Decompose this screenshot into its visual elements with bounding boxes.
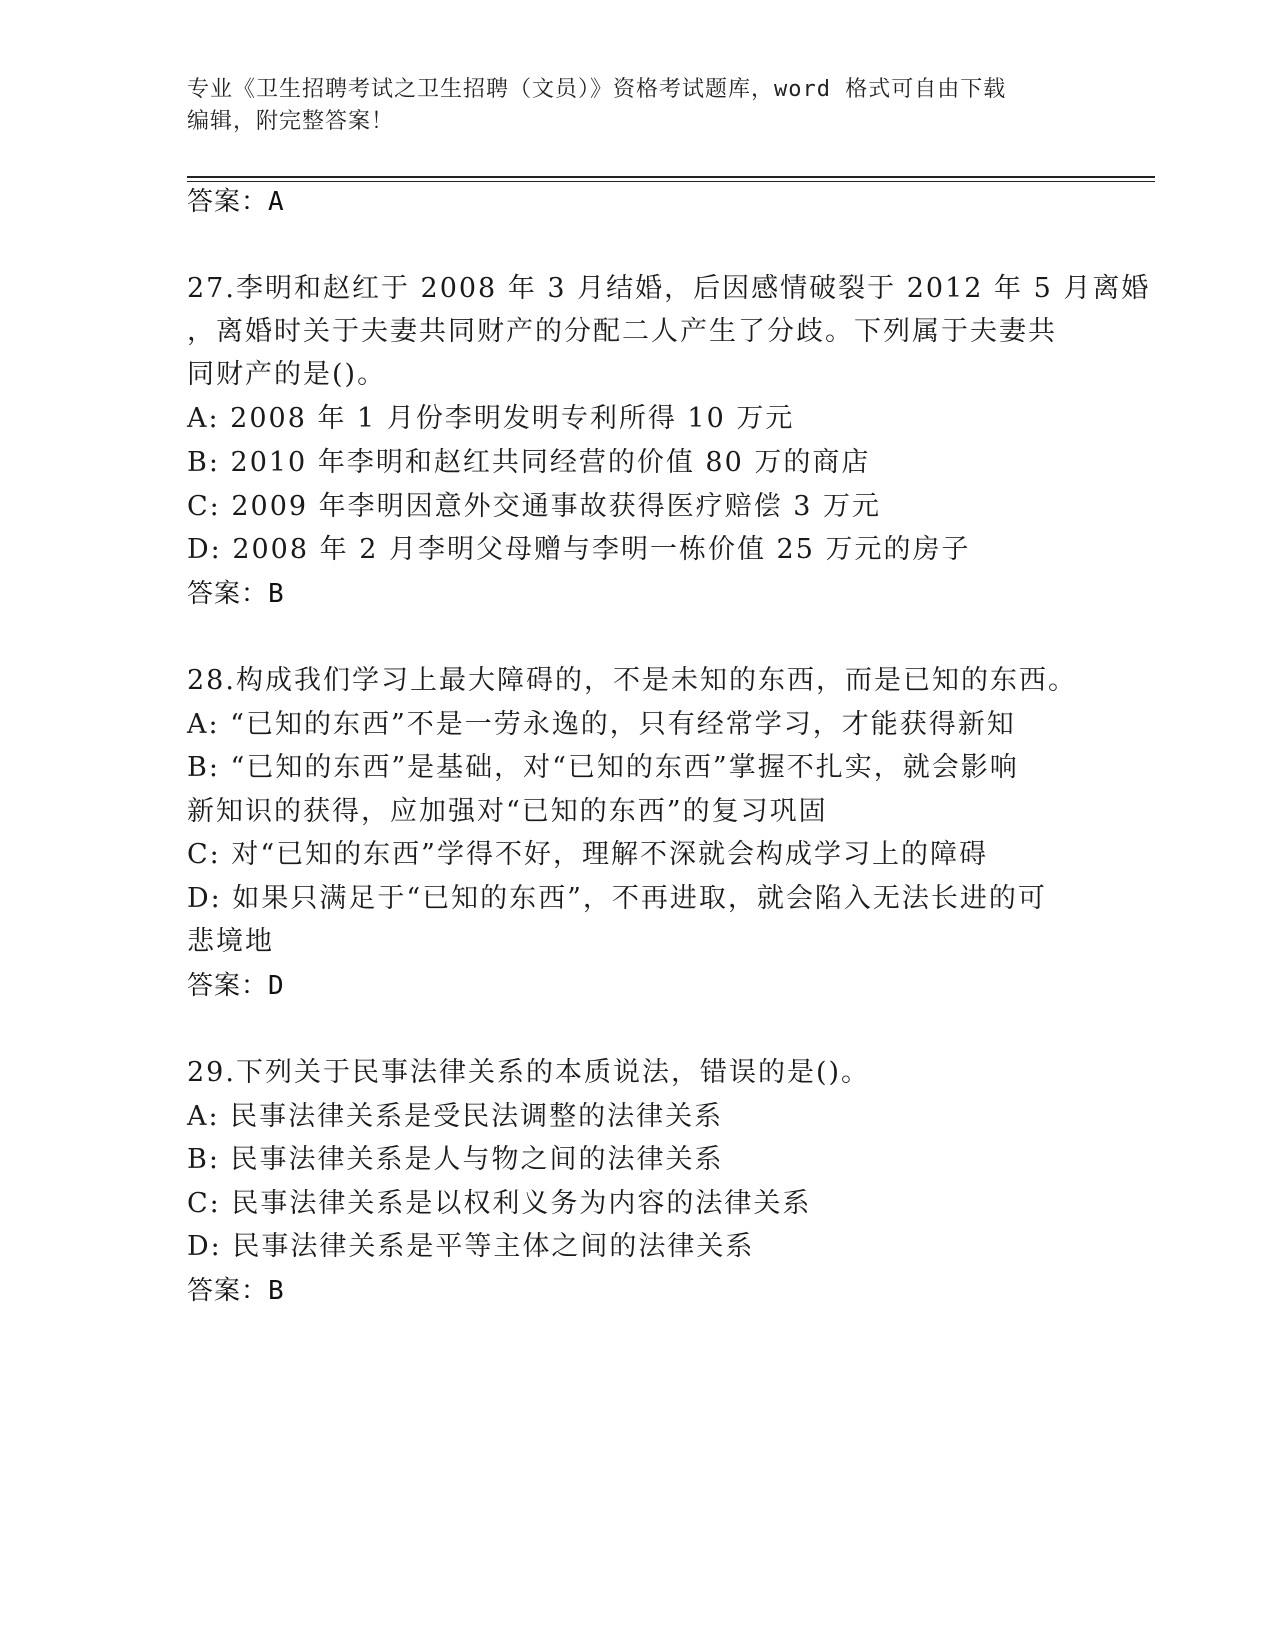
header-line-2: 编辑，附完整答案！ <box>187 109 395 134</box>
answer-previous: 答案：A <box>187 187 285 217</box>
question-27-stem-line-3: 同财产的是()。 <box>187 359 387 390</box>
question-29-option-d: D: 民事法律关系是平等主体之间的法律关系 <box>187 1231 755 1262</box>
header-line-1: 专业《卫生招聘考试之卫生招聘（文员）》资格考试题库，word 格式可自由下载 <box>187 77 1007 102</box>
question-27-option-c: C: 2009 年李明因意外交通事故获得医疗赔偿 3 万元 <box>187 491 881 522</box>
question-27-answer: 答案：B <box>187 579 285 609</box>
question-29-option-a: A: 民事法律关系是受民法调整的法律关系 <box>187 1101 724 1132</box>
question-27-stem-line-1: 27.李明和赵红于 2008 年 3 月结婚，后因感情破裂于 2012 年 5 月离婚 <box>187 273 1151 304</box>
question-28-option-d-line-2: 悲境地 <box>187 926 274 957</box>
question-27-option-b: B: 2010 年李明和赵红共同经营的价值 80 万的商店 <box>187 447 871 478</box>
question-28-option-a: A: “已知的东西”不是一劳永逸的，只有经常学习，才能获得新知 <box>187 709 1016 740</box>
question-28-option-b-line-1: B: “已知的东西”是基础，对“已知的东西”掌握不扎实，就会影响 <box>187 752 1019 783</box>
question-29-stem-line-1: 29.下列关于民事法律关系的本质说法，错误的是()。 <box>187 1057 871 1088</box>
question-27-option-d: D: 2008 年 2 月李明父母赠与李明一栋价值 25 万元的房子 <box>187 534 971 565</box>
question-28-option-b-line-2: 新知识的获得，应加强对“已知的东西”的复习巩固 <box>187 796 828 827</box>
question-28-stem-line-1: 28.构成我们学习上最大障碍的，不是未知的东西，而是已知的东西。 <box>187 665 1077 696</box>
header-divider-thick <box>187 176 1155 178</box>
question-29-answer: 答案：B <box>187 1276 285 1306</box>
document-header <box>187 74 1067 138</box>
question-29-option-b: B: 民事法律关系是人与物之间的法律关系 <box>187 1144 724 1175</box>
question-28-option-d-line-1: D: 如果只满足于“已知的东西”，不再进取，就会陷入无法长进的可 <box>187 883 1047 914</box>
question-27-option-a: A: 2008 年 1 月份李明发明专利所得 10 万元 <box>187 403 795 434</box>
header-divider-thin <box>187 181 1155 182</box>
question-29-option-c: C: 民事法律关系是以权利义务为内容的法律关系 <box>187 1188 812 1219</box>
question-27-stem-line-2: ，离婚时关于夫妻共同财产的分配二人产生了分歧。下列属于夫妻共 <box>187 316 1057 347</box>
question-28-answer: 答案：D <box>187 971 285 1001</box>
question-28-option-c: C: 对“已知的东西”学得不好，理解不深就会构成学习上的障碍 <box>187 839 988 870</box>
